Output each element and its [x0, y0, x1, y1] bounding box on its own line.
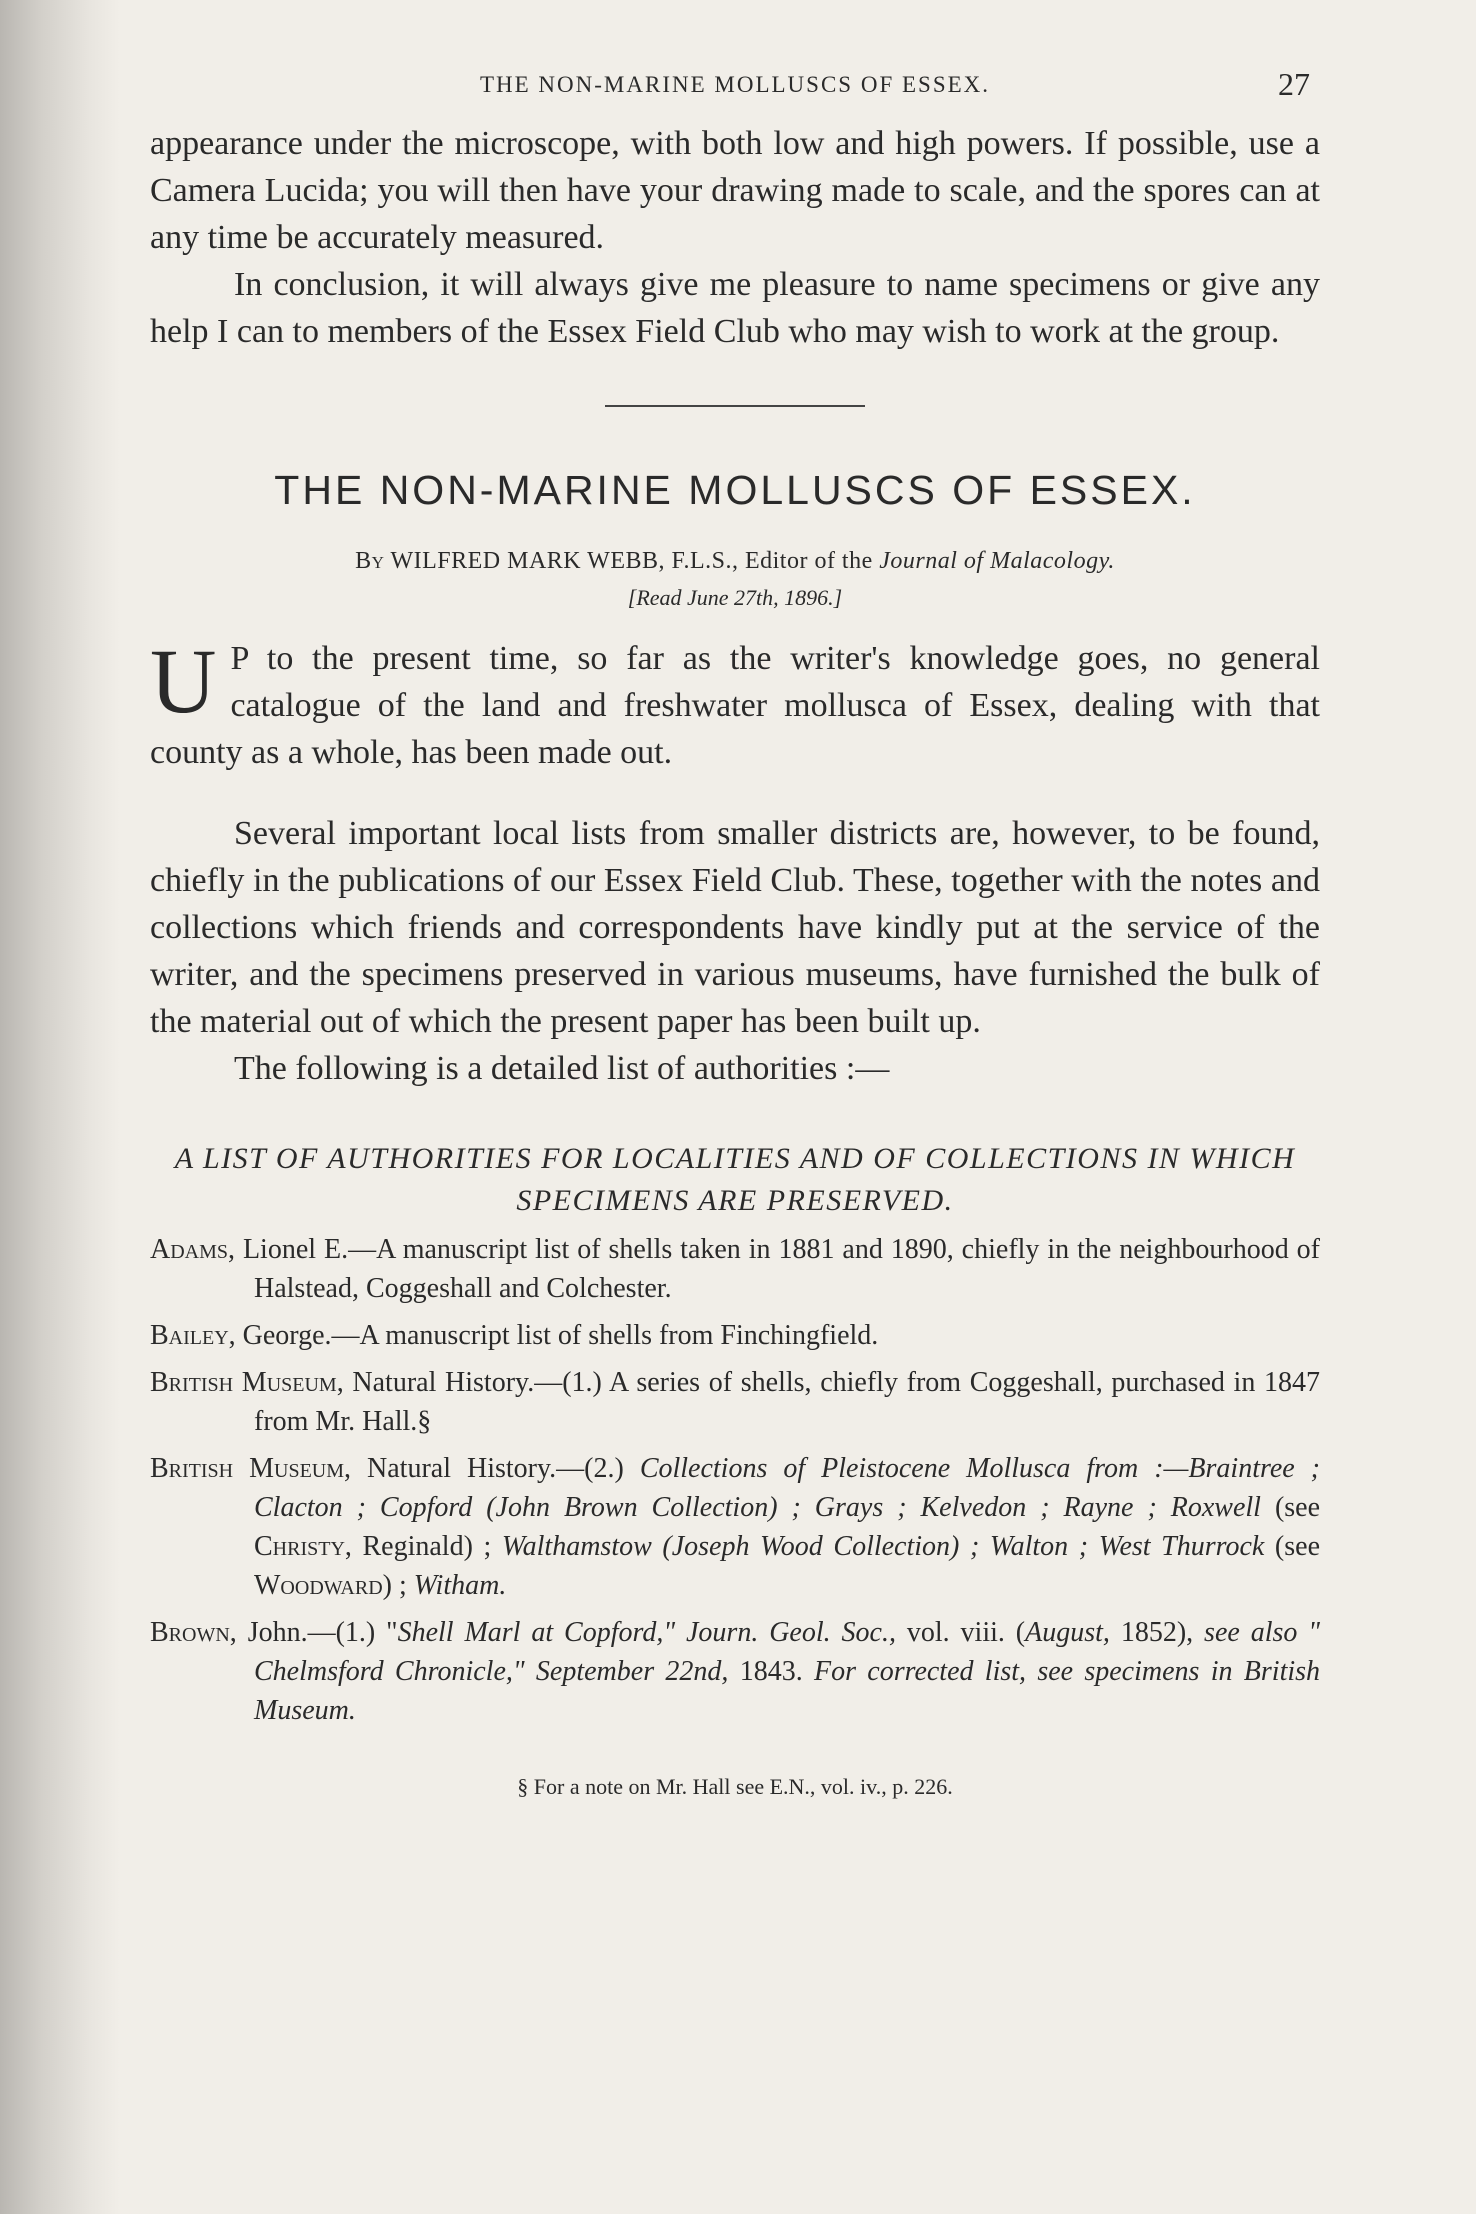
- see-also-reference: see also " Chelmsford Chronicle," September 22nd,: [254, 1617, 1321, 1687]
- previous-article-paragraph: appearance under the microscope, with both low and high powers. If possible, use a Camera Lucida; you will then have your drawing made to scale, and the spores can at any time be accurately measured.: [150, 125, 1320, 256]
- authority-text: John.—(1.) ": [247, 1617, 398, 1648]
- article-title: THE NON-MARINE MOLLUSCS OF ESSEX.: [274, 467, 1196, 513]
- author-name: WILFRED MARK WEBB, F.L.S.,: [390, 548, 739, 574]
- publication-date: August,: [1025, 1617, 1110, 1648]
- opening-paragraph: [150, 630, 1320, 776]
- book-spine-shadow: [0, 0, 120, 2214]
- authority-name: British Museum,: [150, 1367, 344, 1398]
- authority-entry: [150, 1316, 1320, 1355]
- authority-entry: [150, 1449, 1320, 1605]
- journal-name: Journal of Malacology.: [879, 548, 1115, 574]
- article-paragraph-authorities-intro: The following is a detailed list of authorities :—: [234, 1050, 890, 1087]
- authority-text: vol. viii. (: [906, 1617, 1026, 1648]
- byline-prefix: By: [355, 548, 385, 574]
- document-page: [150, 60, 1320, 1800]
- article-paragraph: Several important local lists from smaller districts are, however, to be found, chiefly in the publications of our Essex Field Club. These, together with the notes and collections which friends and correspondents have kindly put at the service of the writer, and the specimens preserved in various museums, have furnished the bulk of the material out of which the present paper has been built up.: [150, 815, 1320, 1040]
- footnote: § For a note on Mr. Hall see E.N., vol. iv., p. 226.: [517, 1774, 953, 1799]
- corrected-list-note: For corrected list, see specimens in British Museum.: [254, 1656, 1321, 1726]
- cross-reference: Christy,: [254, 1531, 352, 1562]
- page-number: 27: [1278, 66, 1310, 102]
- publication-title: Shell Marl at Copford," Journ. Geol. Soc.,: [397, 1617, 896, 1648]
- read-date: [Read June 27th, 1896.]: [627, 585, 843, 610]
- opening-paragraph-text: P to the present time, so far as the writer's knowledge goes, no general catalogue of the land and freshwater mollusca of Essex, dealing with that county as a whole, has been made out.: [150, 640, 1320, 771]
- authorities-heading: A LIST OF AUTHORITIES FOR LOCALITIES AND OF COLLECTIONS IN WHICH SPECIMENS ARE PRESERVED.: [174, 1142, 1296, 1217]
- authority-name: Adams,: [150, 1234, 236, 1265]
- editor-text: Editor of the: [744, 548, 873, 574]
- authority-text: Reginald) ;: [362, 1531, 492, 1562]
- section-divider: [605, 405, 865, 407]
- authority-name: Bailey,: [150, 1320, 236, 1351]
- previous-article-conclusion: In conclusion, it will always give me pleasure to name specimens or give any help I can to members of the Essex Field Club who may wish to work at the group.: [150, 266, 1320, 350]
- authority-entry: [150, 1363, 1320, 1441]
- authority-collections: Witham.: [413, 1570, 507, 1601]
- authority-text: Natural History.—(2.): [367, 1453, 624, 1484]
- authority-text: (see: [1274, 1492, 1321, 1523]
- authority-text: (see: [1274, 1531, 1320, 1562]
- authority-collections: Collections of Pleistocene Mollusca from :—Braintree ; Clacton ; Copford (John Brown Collection) ; Grays ; Kelvedon ; Rayne ; Roxwell: [254, 1453, 1321, 1523]
- authority-name: Brown,: [150, 1617, 237, 1648]
- authority-text: 1843.: [739, 1656, 803, 1687]
- running-head: [150, 60, 1320, 120]
- authority-entry: [150, 1230, 1320, 1308]
- authority-text: George.—A manuscript list of shells from Finchingfield.: [242, 1320, 879, 1351]
- authority-text: Lionel E.—A manuscript list of shells taken in 1881 and 1890, chiefly in the neighbourhood of Halstead, Coggeshall and Colchester.: [242, 1234, 1320, 1304]
- authority-text: ) ;: [382, 1570, 407, 1601]
- authority-text: Natural History.—(1.) A series of shells, chiefly from Coggeshall, purchased in 1847 from Mr. Hall.§: [254, 1367, 1321, 1437]
- authority-collections: Walthamstow (Joseph Wood Collection) ; Walton ; West Thurrock: [501, 1531, 1265, 1562]
- authority-name: British Museum,: [150, 1453, 352, 1484]
- authority-entry: [150, 1613, 1320, 1730]
- authority-text: 1852),: [1120, 1617, 1194, 1648]
- byline: [150, 548, 1320, 575]
- cross-reference: Woodward: [254, 1570, 383, 1601]
- drop-cap: U: [150, 630, 217, 732]
- running-head-title: THE NON-MARINE MOLLUSCS OF ESSEX.: [479, 72, 991, 97]
